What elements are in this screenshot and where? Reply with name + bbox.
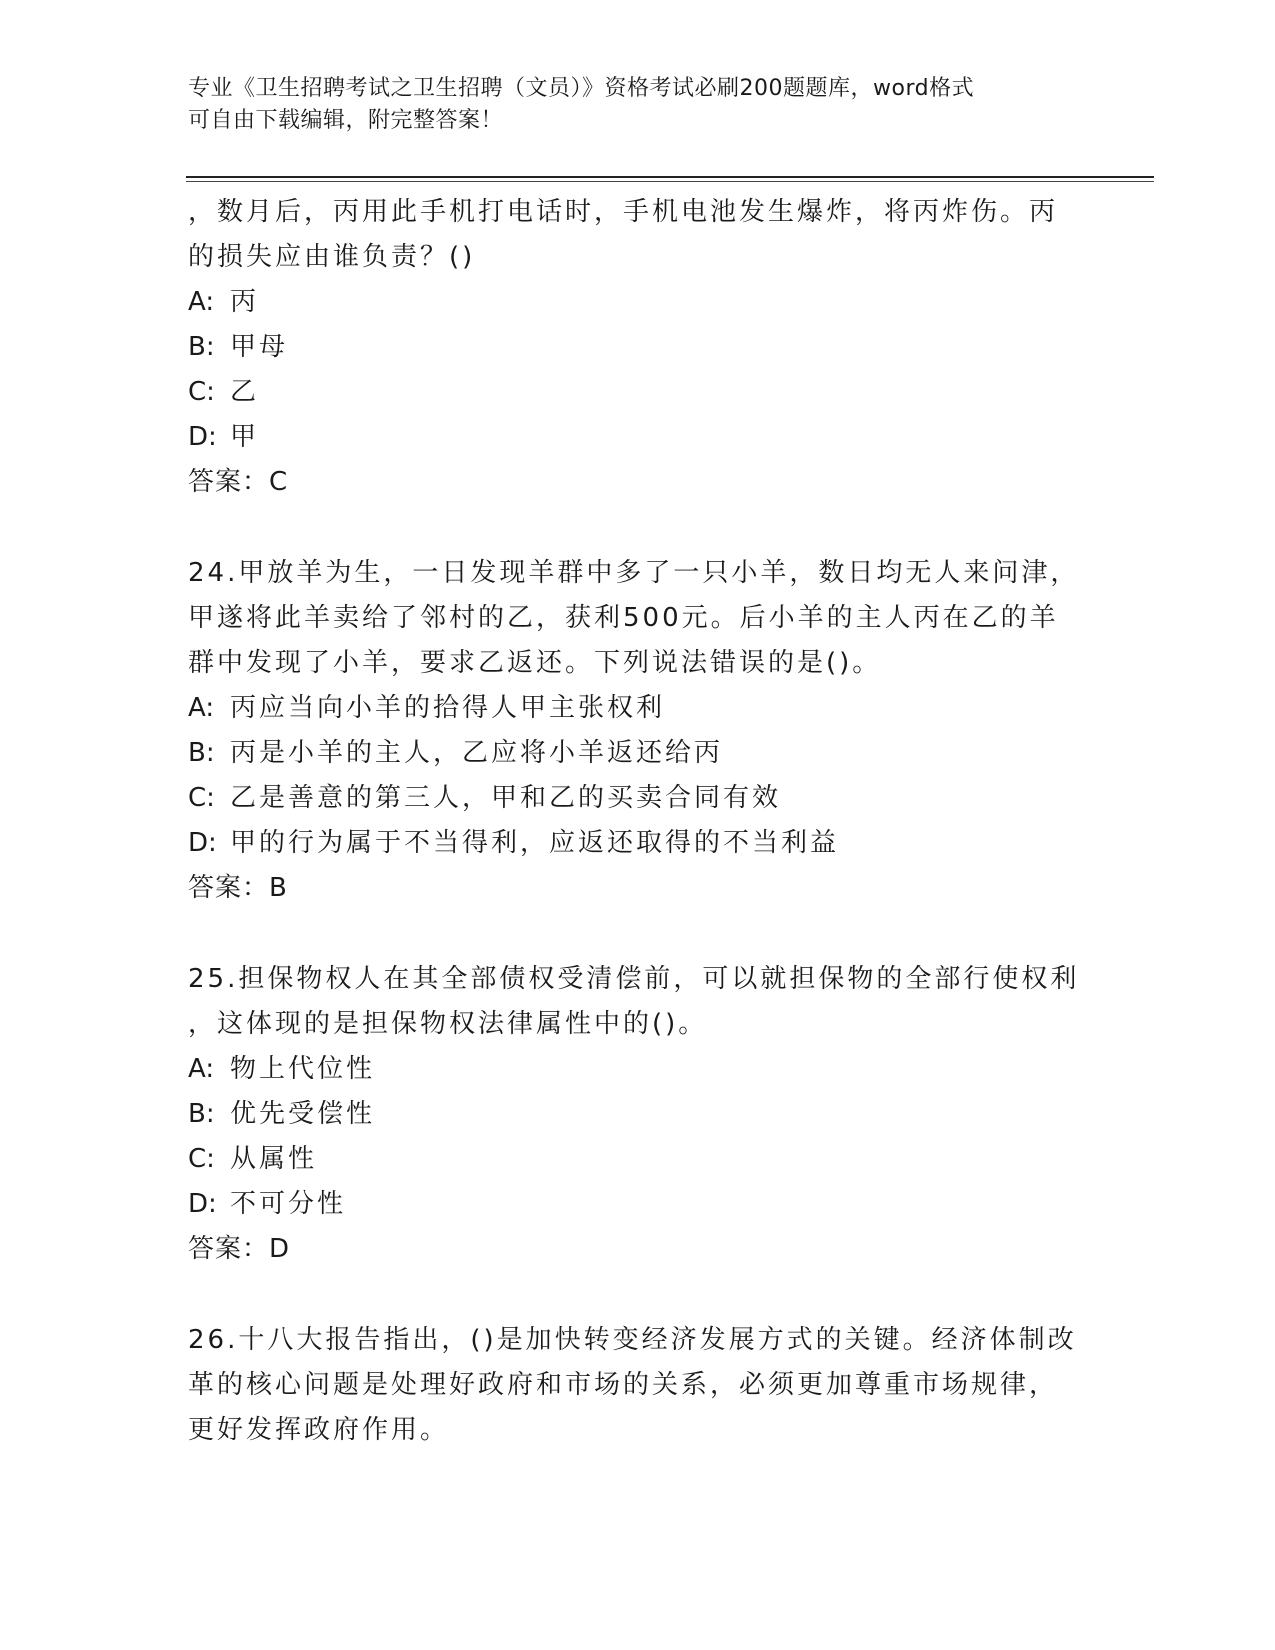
option-key: A: [188,1054,215,1084]
option-text: 优先受偿性 [230,1099,376,1129]
question-24 [188,551,1108,911]
question-text-line: 甲遂将此羊卖给了邻村的乙，获利500元。后小羊的主人丙在乙的羊 [188,603,1059,633]
question-text-line: 的损失应由谁负责？() [188,242,476,272]
header-divider-thick [186,176,1154,178]
spacer [188,1272,1108,1318]
option-c [188,370,1108,415]
document-header [188,73,1088,137]
option-key: D: [188,422,217,452]
option-c [188,1137,1108,1182]
option-b [188,325,1108,370]
option-a [188,686,1108,731]
option-key: D: [188,828,217,858]
header-title-line-2: 可自由下载编辑，附完整答案！ [188,108,504,133]
option-a [188,1047,1108,1092]
option-key: B: [188,1099,215,1129]
header-divider-thin [186,181,1154,182]
question-25 [188,957,1108,1272]
option-key: C: [188,783,215,813]
question-text-line: 群中发现了小羊，要求乙返还。下列说法错误的是()。 [188,648,882,678]
option-text: 不可分性 [230,1189,347,1219]
option-text: 甲 [230,422,260,452]
option-key: B: [188,738,215,768]
option-text: 丙是小羊的主人，乙应将小羊返还给丙 [230,738,724,768]
option-key: A: [188,693,215,723]
answer-line: 答案：C [188,467,289,497]
option-key: C: [188,377,215,407]
option-b [188,731,1108,776]
option-text: 物上代位性 [230,1054,376,1084]
option-c [188,776,1108,821]
option-key: C: [188,1144,215,1174]
option-text: 丙应当向小羊的拾得人甲主张权利 [230,693,666,723]
option-d [188,821,1108,866]
option-text: 甲的行为属于不当得利，应返还取得的不当利益 [230,828,840,858]
answer-line: 答案：B [188,873,288,903]
question-text-line: 更好发挥政府作用。 [188,1415,450,1445]
header-title-line-1: 专业《卫生招聘考试之卫生招聘（文员）》资格考试必刷200题题库，word格式 [188,76,975,101]
question-23 [188,190,1108,505]
question-text-line: 革的核心问题是处理好政府和市场的关系，必须更加尊重市场规律， [188,1370,1059,1400]
question-26 [188,1318,1108,1453]
question-text-line: ，这体现的是担保物权法律属性中的()。 [188,1009,708,1039]
option-text: 乙是善意的第三人，甲和乙的买卖合同有效 [230,783,782,813]
question-text-line: 24.甲放羊为生，一日发现羊群中多了一只小羊，数日均无人来问津， [188,558,1080,588]
question-text-line: 26.十八大报告指出，()是加快转变经济发展方式的关键。经济体制改 [188,1325,1077,1355]
question-text-line: 25.担保物权人在其全部债权受清偿前，可以就担保物的全部行使权利 [188,964,1080,994]
option-key: D: [188,1189,217,1219]
option-text: 乙 [230,377,260,407]
option-b [188,1092,1108,1137]
spacer [188,911,1108,957]
answer-line: 答案：D [188,1234,291,1264]
question-text-line: ，数月后，丙用此手机打电话时，手机电池发生爆炸，将丙炸伤。丙 [188,197,1059,227]
option-text: 从属性 [230,1144,318,1174]
option-key: B: [188,332,215,362]
option-text: 甲母 [230,332,289,362]
spacer [188,505,1108,551]
question-content [188,190,1108,1453]
option-d [188,415,1108,460]
option-d [188,1182,1108,1227]
option-key: A: [188,287,215,317]
option-text: 丙 [230,287,260,317]
option-a [188,280,1108,325]
